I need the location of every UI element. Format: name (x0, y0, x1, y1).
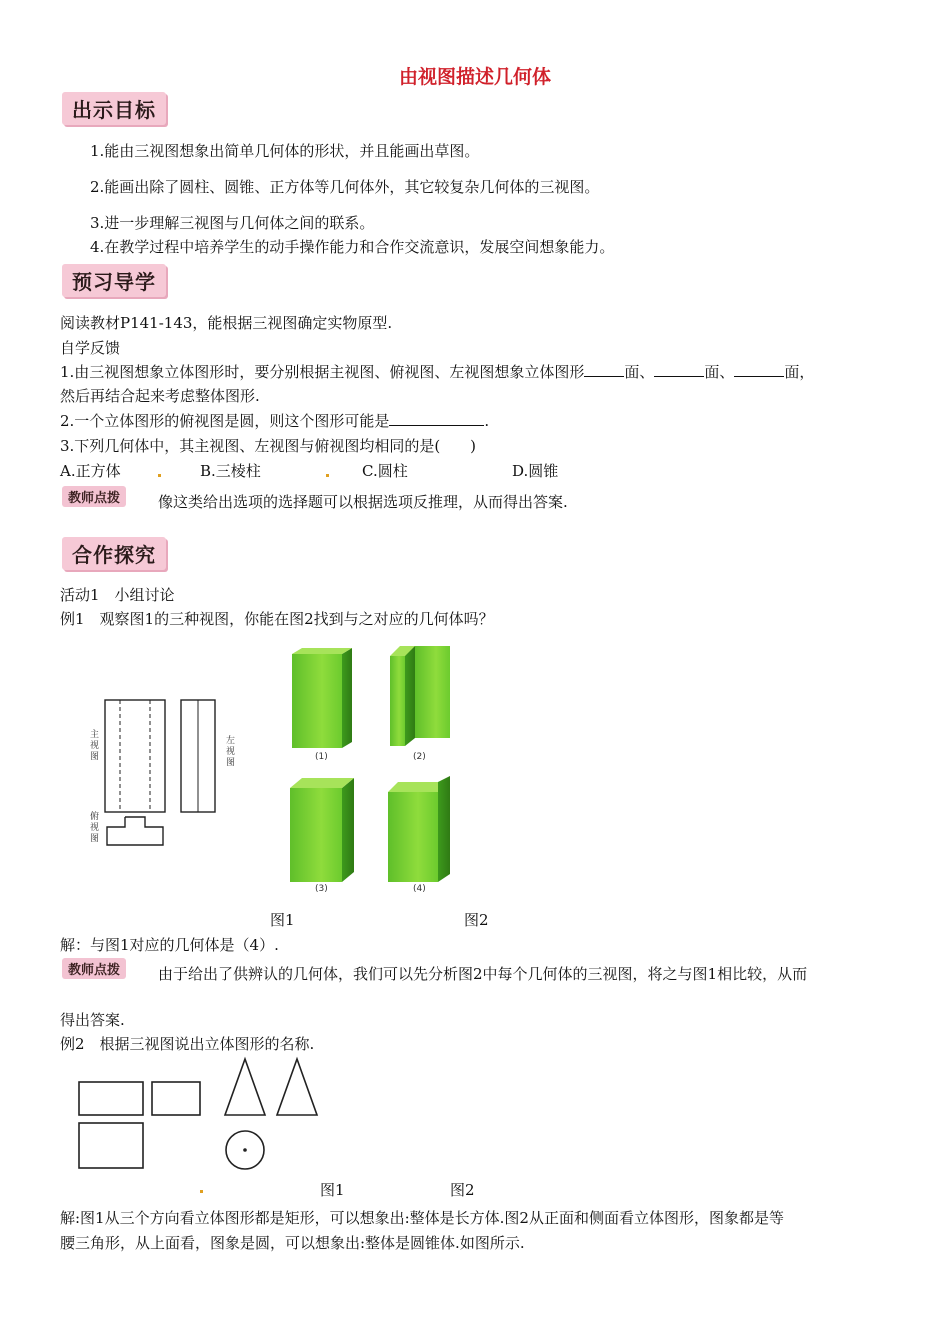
goal-item-3: 3.进一步理解三视图与几何体之间的联系。 (90, 214, 375, 232)
question-2-text: 2.一个立体图形的俯视图是圆，则这个图形可能是 (60, 412, 390, 430)
mark-dot (326, 474, 329, 477)
teacher-tip-text-line-2: 得出答案. (60, 1011, 125, 1029)
solid-label-3: (3) (315, 884, 328, 894)
section-banner-explore: 合作探究 (62, 537, 166, 570)
blank-4[interactable] (389, 411, 484, 426)
left-view-label: 左视图 (226, 736, 236, 768)
reading-instruction: 阅读教材P141-143，能根据三视图确定实物原型. (60, 314, 393, 332)
teacher-tip-text: 像这类给出选项的选择题可以根据选项反推理，从而得出答案. (158, 493, 568, 511)
blank-1[interactable] (584, 362, 624, 377)
example-2-figure-1-caption: 图1 (320, 1181, 345, 1199)
example-2-question: 例2 根据三视图说出立体图形的名称. (60, 1035, 315, 1053)
figure-2-solids (280, 642, 470, 902)
example-2-answer-line-2: 腰三角形，从上面看，图象是圆，可以想象出:整体是圆锥体.如图所示. (60, 1234, 525, 1252)
rect-left-view (152, 1082, 200, 1115)
face-text-2: 面、 (704, 363, 735, 381)
figure-1-caption: 图1 (270, 911, 295, 929)
rect-top-view (79, 1123, 143, 1168)
option-d: D.圆锥 (512, 462, 559, 480)
option-b: B.三棱柱 (200, 462, 261, 480)
blank-3[interactable] (734, 362, 784, 377)
figure-1-three-views (75, 690, 250, 860)
page-title: 由视图描述几何体 (398, 66, 551, 88)
question-3: 3.下列几何体中，其主视图、左视图与俯视图均相同的是( ) (60, 437, 477, 455)
activity-title: 活动1 小组讨论 (60, 586, 175, 604)
teacher-tip-badge: 教师点拨 (62, 486, 126, 507)
mark-dot (200, 1190, 203, 1193)
teacher-tip-badge: 教师点拨 (62, 958, 126, 979)
solid-label-2: (2) (413, 752, 426, 762)
top-view-shape (107, 817, 163, 845)
solid-label-4: (4) (413, 884, 426, 894)
feedback-label: 自学反馈 (60, 339, 121, 357)
example-2-answer-line-1: 解:图1从三个方向看立体图形都是矩形，可以想象出:整体是长方体.图2从正面和侧面看立体图形，图象都是等 (60, 1209, 784, 1227)
solid-label-1: (1) (315, 752, 328, 762)
example-2-figure-2-caption: 图2 (450, 1181, 475, 1199)
question-2-end: . (484, 412, 490, 430)
question-1-text: 1.由三视图想象立体图形时，要分别根据主视图、俯视图、左视图想象立体图形 (60, 363, 585, 381)
circle-center-dot (243, 1148, 247, 1152)
section-banner-goals: 出示目标 (62, 92, 166, 125)
rect-front-view (79, 1082, 143, 1115)
example-1-answer: 解：与图1对应的几何体是（4）. (60, 936, 279, 954)
front-view-label: 主视图 (90, 730, 100, 762)
section-banner-preview: 预习导学 (62, 264, 166, 297)
example-1-question: 例1 观察图1的三种视图，你能在图2找到与之对应的几何体吗？ (60, 610, 494, 628)
blank-2[interactable] (654, 362, 704, 377)
question-1-line-2: 然后再结合起来考虑整体图形. (60, 387, 260, 405)
solid-1 (292, 648, 352, 748)
question-2 (60, 411, 489, 431)
option-c: C.圆柱 (362, 462, 408, 480)
goal-item-1: 1.能由三视图想象出简单几何体的形状，并且能画出草图。 (90, 142, 480, 160)
face-text-1: 面、 (624, 363, 655, 381)
figure-2-caption: 图2 (464, 911, 489, 929)
teacher-tip-text-line-1: 由于给出了供辨认的几何体，我们可以先分析图2中每个几何体的三视图，将之与图1相比较，从而 (158, 965, 808, 983)
mark-dot (158, 474, 161, 477)
option-a: A.正方体 (60, 462, 121, 480)
goal-item-2: 2.能画出除了圆柱、圆锥、正方体等几何体外，其它较复杂几何体的三视图。 (90, 178, 600, 196)
solid-3 (290, 778, 354, 882)
triangle-left-view (277, 1059, 317, 1115)
face-text-3: 面， (784, 363, 815, 381)
front-view-rect (105, 700, 165, 812)
solid-2 (390, 646, 450, 746)
top-view-label: 俯视图 (90, 812, 100, 844)
solid-4 (388, 776, 450, 882)
figure-example-2 (70, 1055, 340, 1180)
goal-item-4: 4.在教学过程中培养学生的动手操作能力和合作交流意识，发展空间想象能力。 (90, 238, 615, 256)
question-1-line-1 (60, 362, 814, 382)
triangle-front-view (225, 1059, 265, 1115)
